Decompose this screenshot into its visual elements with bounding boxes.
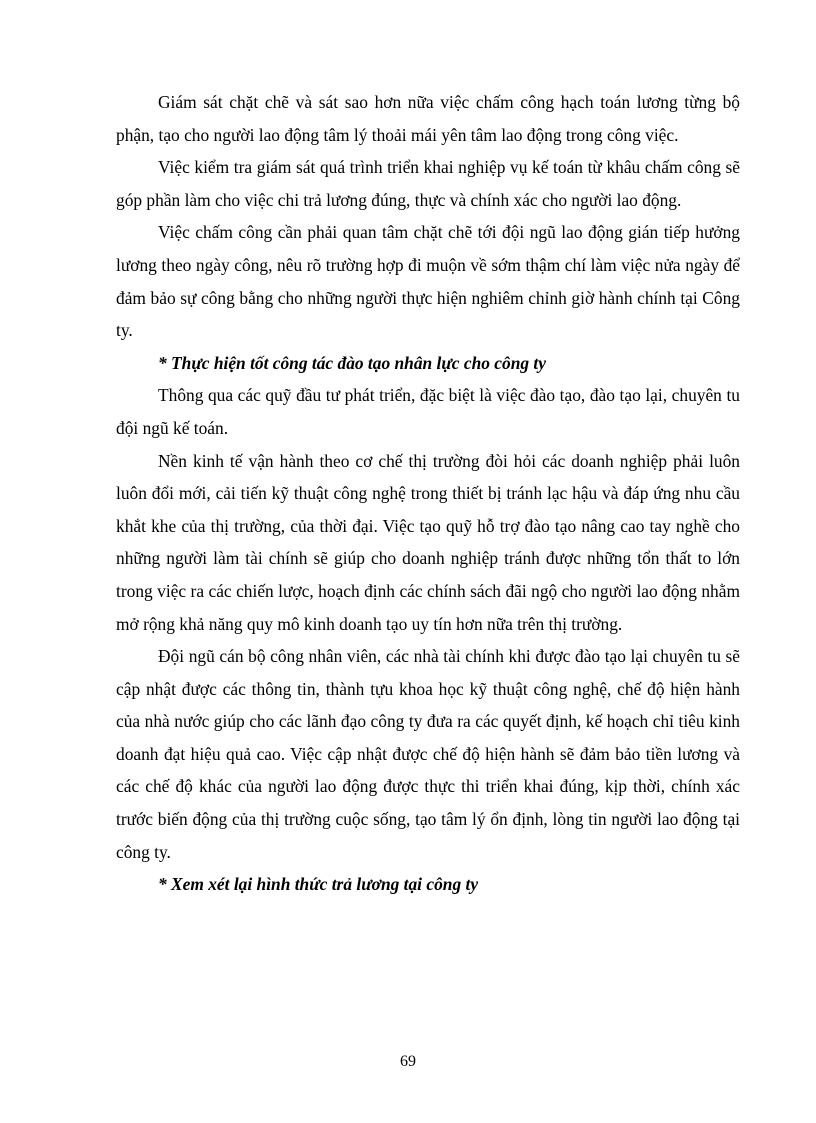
document-body [116, 86, 740, 901]
body-paragraph: Việc chấm công cần phải quan tâm chặt chẽ tới đội ngũ lao động gián tiếp hưởng lương theo ngày công, nêu rõ trường hợp đi muộn về sớm thậm chí làm việc nửa ngày để đảm bảo sự công bằng cho những người thực hiện nghiêm chỉnh giờ hành chính tại Công ty. [116, 222, 740, 341]
section-heading: * Xem xét lại hình thức trả lương tại công ty [158, 874, 479, 895]
body-paragraph: Nền kinh tế vận hành theo cơ chế thị trường đòi hỏi các doanh nghiệp phải luôn luôn đổi mới, cải tiến kỹ thuật công nghệ trong thiết bị tránh lạc hậu và đáp ứng nhu cầu khắt khe của thị trường, của thời đại. Việc tạo quỹ hỗ trợ đào tạo nâng cao tay nghề cho những người làm tài chính sẽ giúp cho doanh nghiệp tránh được những tổn thất to lớn trong việc ra các chiến lược, hoạch định các chính sách đãi ngộ cho người lao động nhằm mở rộng khả năng quy mô kinh doanh tạo uy tín hơn nữa trên thị trường. [116, 450, 740, 634]
body-paragraph: Giám sát chặt chẽ và sát sao hơn nữa việc chấm công hạch toán lương từng bộ phận, tạo cho người lao động tâm lý thoải mái yên tâm lao động trong công việc. [116, 92, 740, 145]
body-paragraph: Đội ngũ cán bộ công nhân viên, các nhà tài chính khi được đào tạo lại chuyên tu sẽ cập nhật được các thông tin, thành tựu khoa học kỹ thuật công nghệ, chế độ hiện hành của nhà nước giúp cho các lãnh đạo công ty đưa ra các quyết định, kế hoạch chỉ tiêu kinh doanh đạt hiệu quả cao. Việc cập nhật được chế độ hiện hành sẽ đảm bảo tiền lương và các chế độ khác của người lao động được thực thi triển khai đúng, kịp thời, chính xác trước biến động của thị trường cuộc sống, tạo tâm lý ổn định, lòng tin người lao động tại công ty. [116, 646, 740, 862]
body-paragraph: Thông qua các quỹ đầu tư phát triển, đặc biệt là việc đào tạo, đào tạo lại, chuyên tu đội ngũ kế toán. [116, 385, 740, 438]
section-heading: * Thực hiện tốt công tác đào tạo nhân lực cho công ty [158, 352, 546, 373]
body-paragraph: Việc kiểm tra giám sát quá trình triển khai nghiệp vụ kế toán từ khâu chấm công sẽ góp phần làm cho việc chi trả lương đúng, thực và chính xác cho người lao động. [116, 157, 740, 210]
page-number: 69 [400, 1053, 416, 1070]
